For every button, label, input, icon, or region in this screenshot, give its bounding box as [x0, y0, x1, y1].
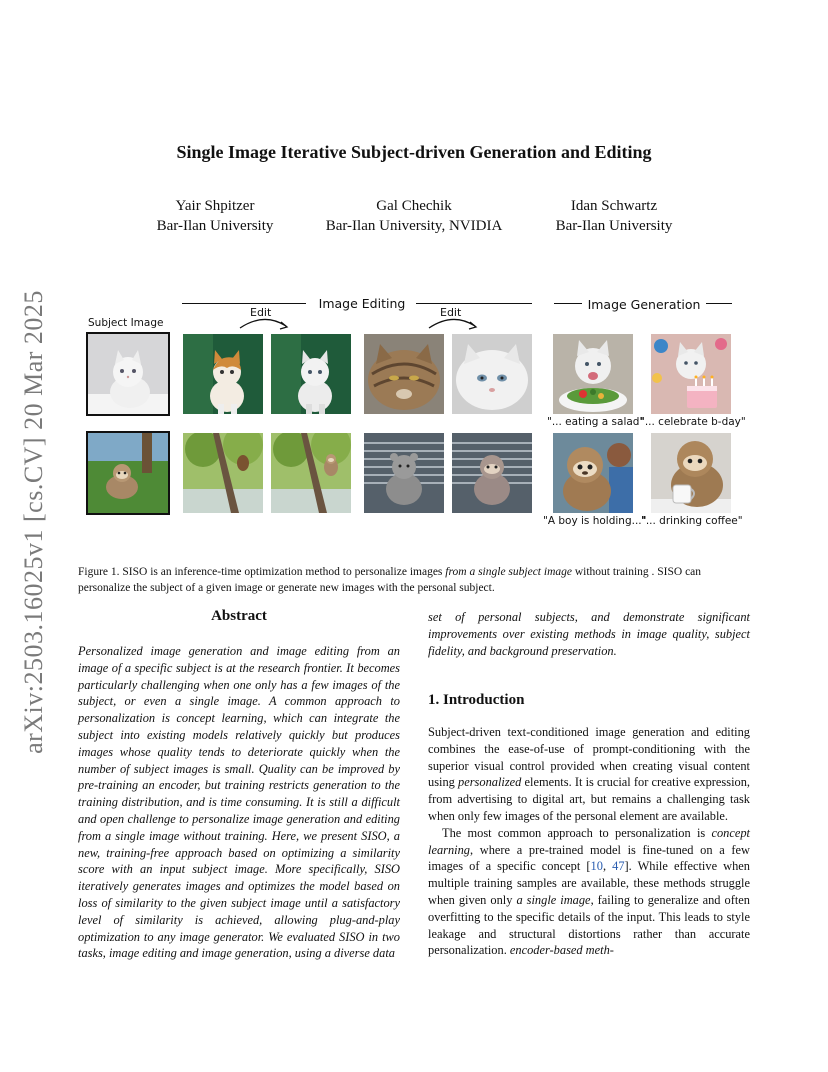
author-name: Yair Shpitzer — [175, 198, 255, 214]
edit-result-sloth-plush — [452, 433, 532, 513]
citation-link[interactable]: 10 — [590, 859, 603, 874]
generation-rule-left — [554, 303, 582, 304]
citation-link[interactable]: 47 — [612, 859, 625, 874]
intro-paragraph-1: Subject-driven text-conditioned image generation and editing combines the ease-of-use of prompt-conditioning with the superior visual control provided when creating visual content using personalized elements. It is crucial for creative expression, from advertising to digital art, but remains a challenging task when only few images of the personal element are available. — [428, 725, 750, 823]
generated-cat-birthday — [651, 334, 731, 414]
introduction-body — [428, 724, 750, 959]
prompt-boy-holding: "A boy is holding..." — [543, 515, 647, 527]
edit-source-tabby-cat — [364, 334, 444, 414]
abstract-heading: Abstract — [211, 608, 267, 624]
author-affiliation: Bar-Ilan University — [555, 218, 673, 234]
edit-source-tree-scene — [183, 433, 263, 513]
subject-image-sloth-plush — [88, 433, 168, 513]
prompt-celebrate-bday: "... celebrate b-day" — [640, 416, 746, 428]
edit-result-tree-sloth — [271, 433, 351, 513]
editing-rule-left — [182, 303, 306, 304]
generation-rule-right — [706, 303, 732, 304]
edit-arrow-icon — [425, 316, 481, 332]
abstract-text: Personalized image generation and image editing from an image of a specific subject is at the research frontier. It becomes particularly challenging when one only has a few images of the subject, or even a single image. A common approach to personalization is concept learning, which can integrate the subject into existing models relatively quickly but produces images whose quality tends to deteriorate quickly when the number of subject images is small. Quality can be improved by pre-training an encoder, but training restricts generation to the training distribution, and is time consuming. It is still a difficult and open challenge to personalize image generation and editing from a single image without training. Here, we present SISO, a new, training-free approach based on optimizing a similarity score with an input subject image. More specifically, SISO iteratively generates images and optimizes the model based on loss of similarity to the given subject image until a satisfactory level of similarity is achieved, allowing plug-and-play optimization to any image generator. We evaluated SISO in two tasks, image editing and image generation, using a diverse data — [78, 644, 400, 961]
paper-title: Single Image Iterative Subject-driven Generation and Editing — [176, 142, 652, 162]
edit-arrow-icon — [236, 316, 292, 332]
figure-caption: Figure 1. SISO is an inference-time optimization method to personalize images from a single subject image without training . SISO can personalize the subject of a given image or generate new images with the personal subject. — [78, 566, 702, 594]
subject-image-label: Subject Image — [88, 317, 164, 329]
arxiv-id: arXiv:2503.16025v1 [cs.CV] 20 Mar 2025 — [19, 290, 48, 754]
edit-result-white-cat-closeup — [452, 334, 532, 414]
edit-result-white-cat — [271, 334, 351, 414]
generated-cat-eating-salad — [553, 334, 633, 414]
subject-image-white-kitten — [88, 334, 168, 414]
image-editing-label: Image Editing — [318, 296, 406, 311]
abstract-continuation: set of personal subjects, and demonstrate significant improvements over existing methods in image quality, subject fidelity, and background preservation. — [428, 610, 750, 658]
edit-source-orange-cat — [183, 334, 263, 414]
generated-boy-holding-sloth — [553, 433, 633, 513]
prompt-drinking-coffee: "... drinking coffee" — [641, 515, 743, 527]
author-name: Idan Schwartz — [570, 198, 658, 214]
edit-label-1: Edit — [250, 306, 272, 319]
intro-paragraph-2: The most common approach to personalization is concept learning, where a pre-trained model is fine-tuned on a few images of a specific concept [10, 47]. While effective when multiple training samples are available, these methods struggle when given only a single image, failing to generalize and often overfitting to the specific details of the input. This leads to style leakage and structural distortions rather than accurate personalization. encoder-based meth- — [428, 825, 750, 958]
image-generation-label: Image Generation — [587, 297, 701, 312]
author-name: Gal Chechik — [376, 198, 452, 214]
introduction-heading: 1. Introduction — [428, 692, 525, 708]
prompt-eating-salad: "... eating a salad" — [547, 416, 645, 428]
generated-sloth-drinking-coffee — [651, 433, 731, 513]
author-affiliation: Bar-Ilan University, NVIDIA — [325, 218, 503, 234]
edit-label-2: Edit — [440, 306, 462, 319]
edit-source-grey-plush — [364, 433, 444, 513]
author-affiliation: Bar-Ilan University — [156, 218, 274, 234]
editing-rule-right — [416, 303, 532, 304]
